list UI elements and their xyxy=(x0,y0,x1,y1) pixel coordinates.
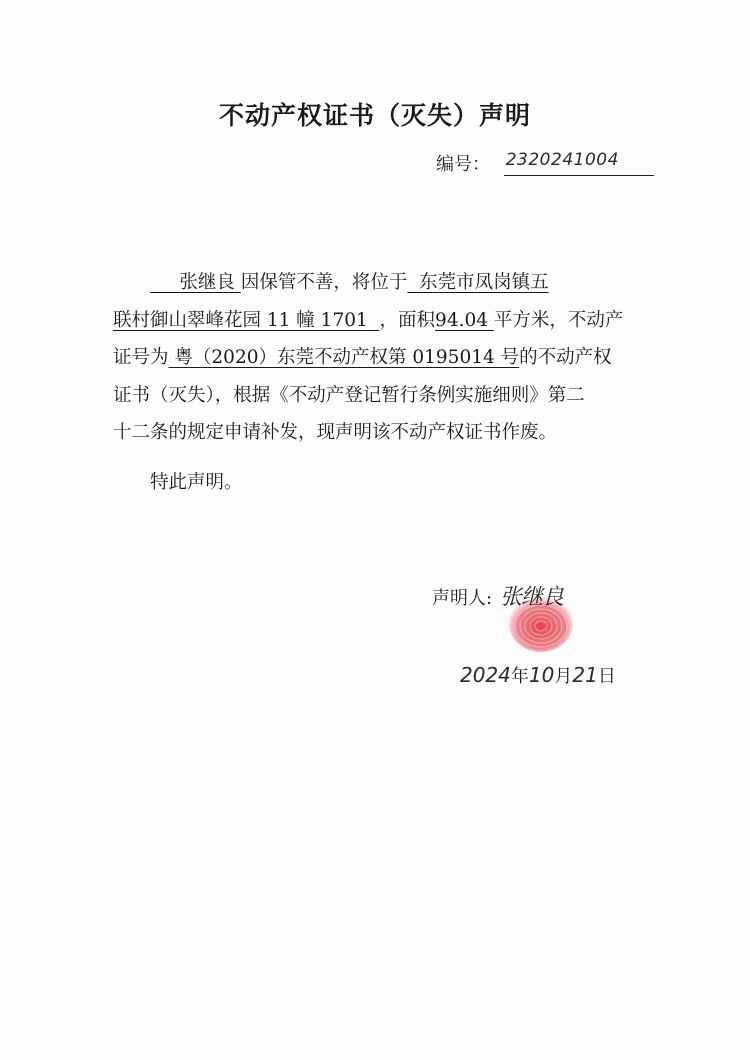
certificate-number: 粤（2020）东莞不动产权第 0195014 号 xyxy=(174,347,520,368)
body-line-1-mid: 因保管不善，将位于 xyxy=(240,272,408,293)
date-month: 10 xyxy=(528,663,555,687)
body-line-2 xyxy=(113,302,633,340)
body-line-4: 证书（灭失），根据《不动产登记暂行条例实施细则》第二 xyxy=(113,384,585,406)
document-number-row xyxy=(436,150,654,176)
date-month-unit: 月 xyxy=(554,666,573,687)
declarant-label: 声明人: xyxy=(432,588,493,609)
owner-name: 张继良 xyxy=(179,272,235,293)
date-day: 21 xyxy=(572,663,598,687)
closing-statement: 特此声明。 xyxy=(150,472,243,493)
signing-date xyxy=(460,662,616,688)
body-line-3 xyxy=(113,339,633,377)
document-title: 不动产权证书（灭失）声明 xyxy=(218,101,531,130)
declarant-signature: 张继良 xyxy=(500,585,564,610)
body-line-1 xyxy=(113,264,633,302)
body-line-3-pre: 证号为 xyxy=(113,347,169,368)
number-field xyxy=(504,150,654,176)
date-year: 2024 xyxy=(460,663,511,687)
date-day-unit: 日 xyxy=(597,666,616,687)
body-line-5: 十二条的规定申请补发，现声明该不动产权证书作废。 xyxy=(113,422,558,443)
date-year-unit: 年 xyxy=(510,666,529,687)
body-line-2-mid: ，面积 xyxy=(379,309,436,331)
address-part-1: 东莞市凤岗镇五 xyxy=(419,272,549,293)
owner-name-field xyxy=(150,272,241,293)
statement-body xyxy=(113,264,633,452)
body-line-3-post: 的不动产权 xyxy=(519,347,612,368)
number-label: 编号： xyxy=(436,154,490,175)
number-value: 2320241004 xyxy=(505,150,619,170)
area-value: 94.04 xyxy=(435,309,489,331)
body-line-2-post: 平方米，不动产 xyxy=(493,309,624,331)
address-part-2: 联村御山翠峰花园 11 幢 1701 xyxy=(113,309,368,331)
